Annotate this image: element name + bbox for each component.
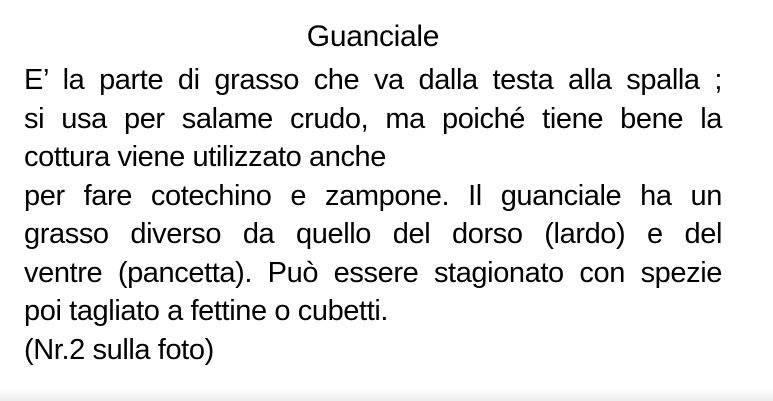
text-line: per fare cotechino e zampone. Il guanciale ha un [24, 179, 722, 212]
text-line: grasso diverso da quello del dorso (lardo) e del [24, 218, 722, 250]
text-line: ventre (pancetta). Può essere stagionato con spezie [24, 256, 722, 289]
slide-body [24, 61, 722, 369]
text-line: E’ la parte di grasso che va dalla testa alla spalla ; [24, 64, 722, 96]
text-line: cottura viene utilizzato anche [24, 141, 386, 173]
text-line: si usa per salame crudo, ma poiché tiene bene la [24, 102, 722, 135]
text-line: (Nr.2 sulla foto) [24, 333, 214, 366]
slide [24, 17, 722, 369]
slide-title: Guanciale [306, 20, 440, 53]
text-line: poi tagliato a fettine o cubetti. [24, 295, 389, 327]
slide-bottom-edge [0, 388, 773, 401]
